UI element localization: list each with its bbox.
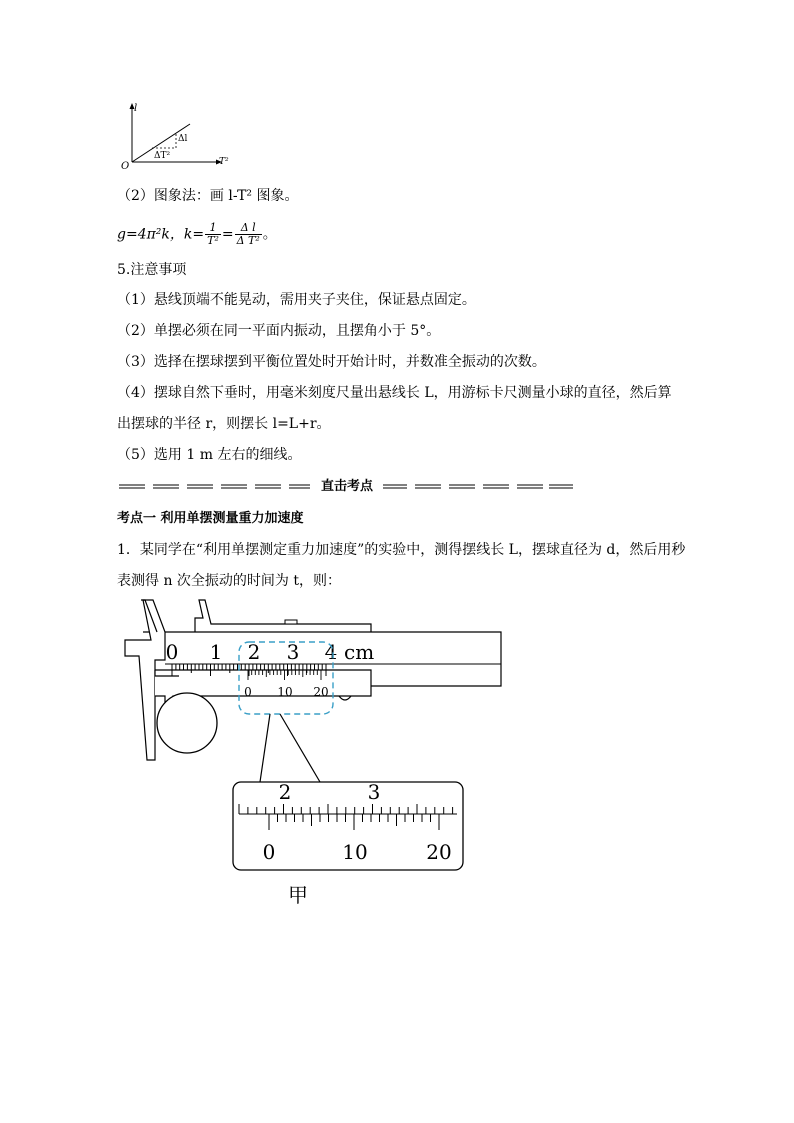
notes-heading: 5.注意事项: [117, 262, 187, 278]
note-item-1: （1）悬线顶端不能晃动，需用夹子夹住，保证悬点固定。: [117, 292, 476, 308]
note-item-4: （4）摆球自然下垂时，用毫米刻度尺量出悬线长 L，用游标卡尺测量小球的直径，然后算: [117, 385, 672, 401]
method2-formula: [117, 222, 277, 247]
delta-l-label: Δl: [178, 134, 188, 144]
vernier-label-10: 10: [277, 685, 293, 699]
formula-eq: =: [221, 226, 234, 243]
main-scale-label-1: 1: [209, 640, 223, 664]
main-scale-label-0: 0: [165, 640, 179, 664]
question-line-2: 表测得 n 次全振动的时间为 t，则：: [117, 573, 341, 589]
y-axis-label: l: [134, 103, 138, 114]
zoom-main-label-3: 3: [367, 780, 381, 804]
formula-prefix: g=4π²k，k=: [117, 226, 205, 243]
zoom-vernier-label-10: 10: [342, 840, 368, 864]
formula-end: 。: [262, 226, 277, 243]
x-axis-label: T²: [219, 157, 229, 167]
main-scale-label-2: 2: [247, 640, 261, 664]
note-item-2: （2）单摆必须在同一平面内振动，且摆角小于 5°。: [117, 323, 441, 339]
note-item-6: （5）选用 1 m 左右的细线。: [117, 447, 302, 463]
zoom-vernier-label-20: 20: [426, 840, 452, 864]
unit-label: cm: [344, 640, 375, 664]
note-item-5: 出摆球的半径 r，则摆长 l=L+r。: [117, 416, 331, 432]
zoom-main-label-2: 2: [278, 780, 292, 804]
note-item-3: （3）选择在摆球摆到平衡位置处时开始计时，并数准全振动的次数。: [117, 354, 546, 370]
fraction-2: $\frac{\text{Δ l}}{\text{Δ T²}}$: [236, 221, 260, 247]
origin-label: O: [121, 161, 130, 172]
fraction-1: $\frac{1}{\text{T²}}$: [207, 221, 219, 247]
main-scale-label-4: 4: [324, 640, 338, 664]
method2-text: （2）图象法：画 l-T² 图象。: [117, 188, 299, 204]
section-divider: [117, 478, 575, 498]
vernier-caliper-figure: [115, 596, 515, 908]
question-line-1: 1．某同学在“利用单摆测定重力加速度”的实验中，测得摆线长 L，摆球直径为 d，然后用秒: [117, 542, 686, 558]
section-title: 直击考点: [320, 479, 373, 494]
l-t2-graph: [118, 100, 233, 172]
delta-t-label: ΔT²: [154, 151, 171, 161]
vernier-label-20: 20: [313, 685, 329, 699]
main-scale-label-3: 3: [286, 640, 300, 664]
zoom-vernier-label-0: 0: [262, 840, 276, 864]
vernier-label-0: 0: [244, 685, 252, 699]
figure-caption: 甲: [288, 883, 308, 907]
topic-title: 考点一 利用单摆测量重力加速度: [117, 511, 304, 526]
